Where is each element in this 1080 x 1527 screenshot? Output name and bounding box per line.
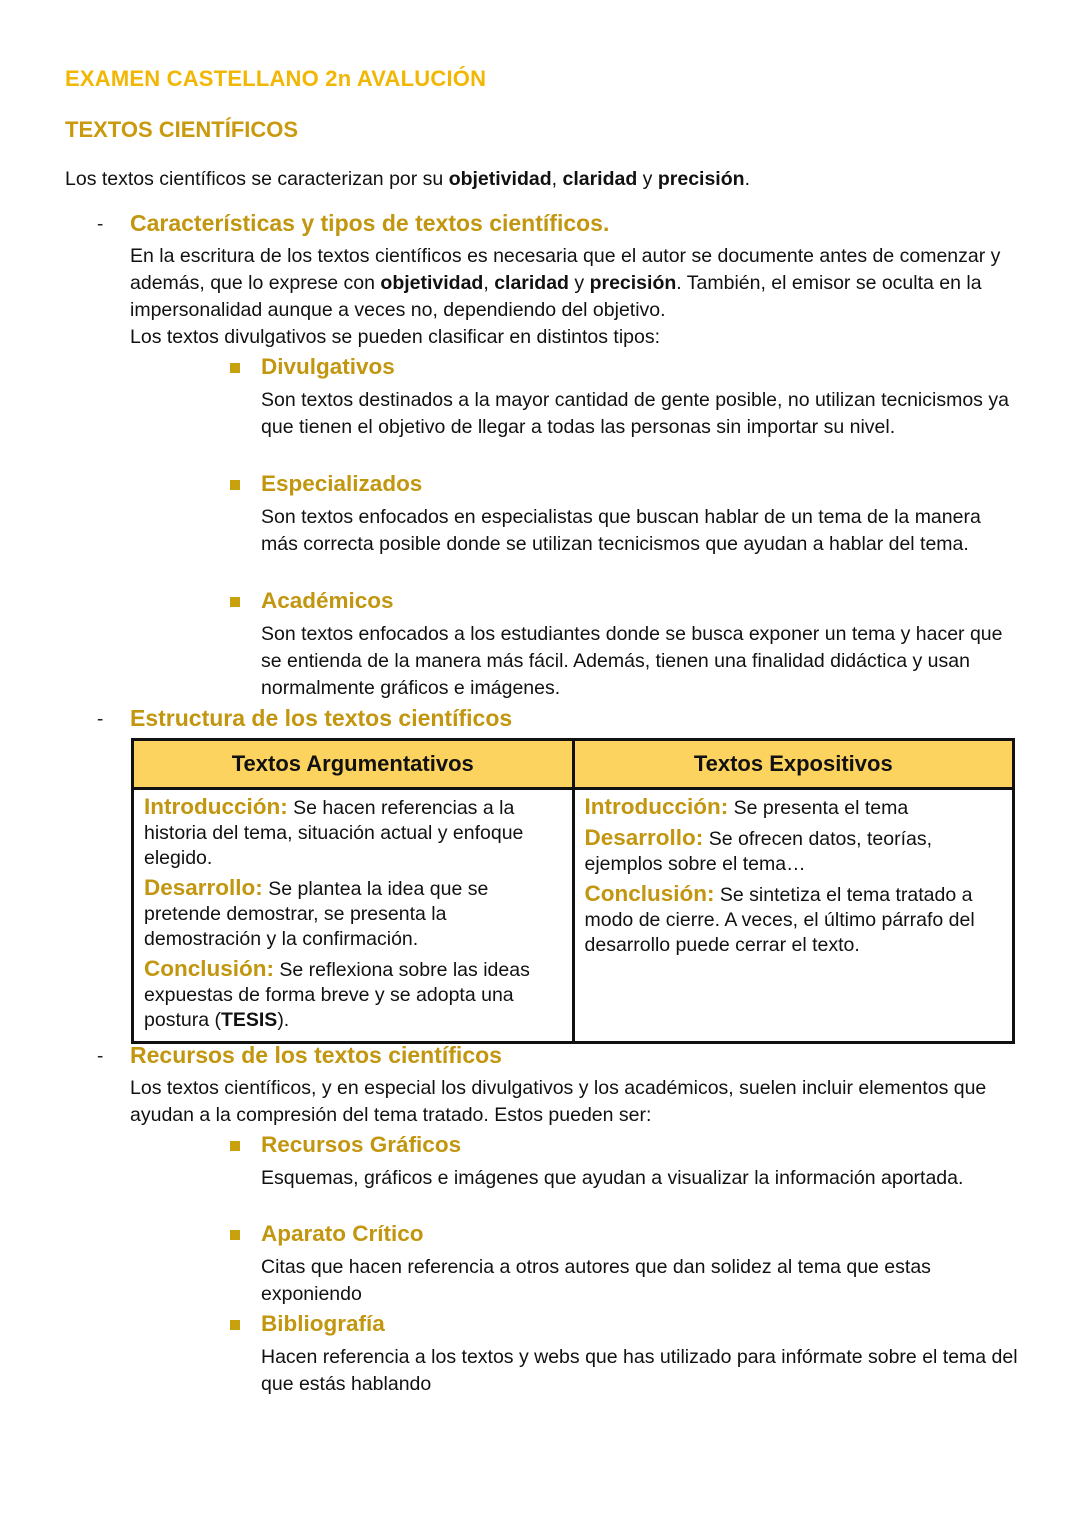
label-introduccion: Introducción: [584,794,729,819]
table-header-expositivos: Textos Expositivos [573,740,1014,789]
section-paragraph-caracteristicas [130,243,1010,351]
exp-desarrollo [585,825,1004,877]
section-paragraph-recursos: Los textos científicos, y en especial los divulgativos y los académicos, suelen incluir elementos que ayudan a la compresión del tema tratado. Estos pueden ser: [130,1077,987,1126]
section-title: TEXTOS CIENTÍFICOS [65,117,299,142]
square-bullet-icon [230,597,240,607]
bold-tesis: TESIS [220,1009,278,1031]
item-text-bibliografia: Hacen referencia a los textos y webs que has utilizado para infórmate sobre el tema del que estás hablando [261,1346,1018,1395]
cell-text: Se plantea la idea que se pretende demostrar, se presenta la demostración y la confirmación. [144,878,489,950]
para-text: Los textos divulgativos se pueden clasificar en distintos tipos: [130,326,661,348]
square-bullet-icon [230,480,240,490]
section-heading-estructura: Estructura de los textos científicos [130,705,513,731]
cell-text: Se reflexiona sobre las ideas expuestas de forma breve y se adopta una postura ( [144,959,530,1031]
para-text: En la escritura de los textos científicos es necesaria que el autor se documente antes de comenzar y además, que lo exprese con [130,245,1001,294]
exp-conclusion [585,881,1004,958]
cell-text: Se ofrecen datos, teorías, ejemplos sobre el tema… [584,828,933,875]
dash-bullet-icon: - [97,1046,104,1067]
label-conclusion: Conclusión: [584,881,715,906]
lead-text: y [637,168,658,190]
para-text: , [483,272,495,294]
exp-introduccion [585,794,1004,821]
lead-text: . [744,168,750,190]
label-desarrollo: Desarrollo: [144,875,263,900]
arg-desarrollo [144,875,563,952]
para-text: . También, el emisor se oculta en la impersonalidad aunque a veces no, dependiendo del objetivo. [130,272,982,321]
lead-bold-precision: precisión [657,168,745,190]
exam-title: EXAMEN CASTELLANO 2n AVALUCIÓN [65,66,487,91]
lead-text: , [551,168,563,190]
cell-text: Se hacen referencias a la historia del tema, situación actual y enfoque elegido. [144,797,524,869]
item-text-divulgativos: Son textos destinados a la mayor cantidad de gente posible, no utilizan tecnicismos ya que tienen el objetivo de llegar a todas las personas sin importar su nivel. [261,389,1009,438]
bold-term: objetividad [380,272,484,294]
label-desarrollo: Desarrollo: [584,825,704,850]
item-title-bibliografia: Bibliografía [261,1311,385,1336]
table-header-argumentativos: Textos Argumentativos [133,740,574,789]
square-bullet-icon [230,1141,240,1151]
table-row [133,789,1014,1043]
cell-text: Se sintetiza el tema tratado a modo de cierre. A veces, el último párrafo del desarrollo puede cerrar el texto. [584,884,975,956]
lead-bold-objetividad: objetividad [448,168,552,190]
dash-bullet-icon: - [97,709,104,730]
lead-bold-claridad: claridad [562,168,638,190]
item-title-recursos-graficos: Recursos Gráficos [261,1132,462,1157]
section-heading-caracteristicas: Características y tipos de textos científicos. [130,210,610,236]
dash-bullet-icon: - [97,214,104,235]
cell-text: Se presenta el tema [728,797,909,819]
lead-paragraph [65,168,750,191]
item-text-especializados: Son textos enfocados en especialistas que buscan hablar de un tema de la manera más correcta posible donde se utilizan tecnicismos que ayudan a hablar del tema. [261,506,981,555]
square-bullet-icon [230,363,240,373]
arg-conclusion [144,956,563,1033]
item-text-recursos-graficos: Esquemas, gráficos e imágenes que ayudan a visualizar la información aportada. [261,1167,964,1189]
square-bullet-icon [230,1320,240,1330]
label-introduccion: Introducción: [144,794,288,819]
item-text-aparato-critico: Citas que hacen referencia a otros autores que dan solidez al tema que estas exponiendo [261,1256,931,1305]
cell-expositivos [573,789,1014,1043]
cell-text: ). [277,1009,290,1031]
bold-term: precisión [589,272,677,294]
item-title-especializados: Especializados [261,471,423,496]
item-title-academicos: Académicos [261,588,394,613]
item-title-aparato-critico: Aparato Crítico [261,1221,424,1246]
section-heading-recursos: Recursos de los textos científicos [130,1042,502,1068]
bold-term: claridad [494,272,569,294]
square-bullet-icon [230,1230,240,1240]
arg-introduccion [144,794,563,871]
lead-text: Los textos científicos se caracterizan por su [65,168,449,190]
item-text-academicos: Son textos enfocados a los estudiantes donde se busca exponer un tema y hacer que se entienda de la manera más fácil. Además, tienen una finalidad didáctica y usan normalmente gráficos e imágenes. [261,623,1003,699]
label-conclusion: Conclusión: [144,956,274,981]
table-header-row [133,740,1014,789]
para-text: y [568,272,590,294]
cell-argumentativos [133,789,574,1043]
structure-table [131,738,1015,1044]
item-title-divulgativos: Divulgativos [261,354,395,379]
